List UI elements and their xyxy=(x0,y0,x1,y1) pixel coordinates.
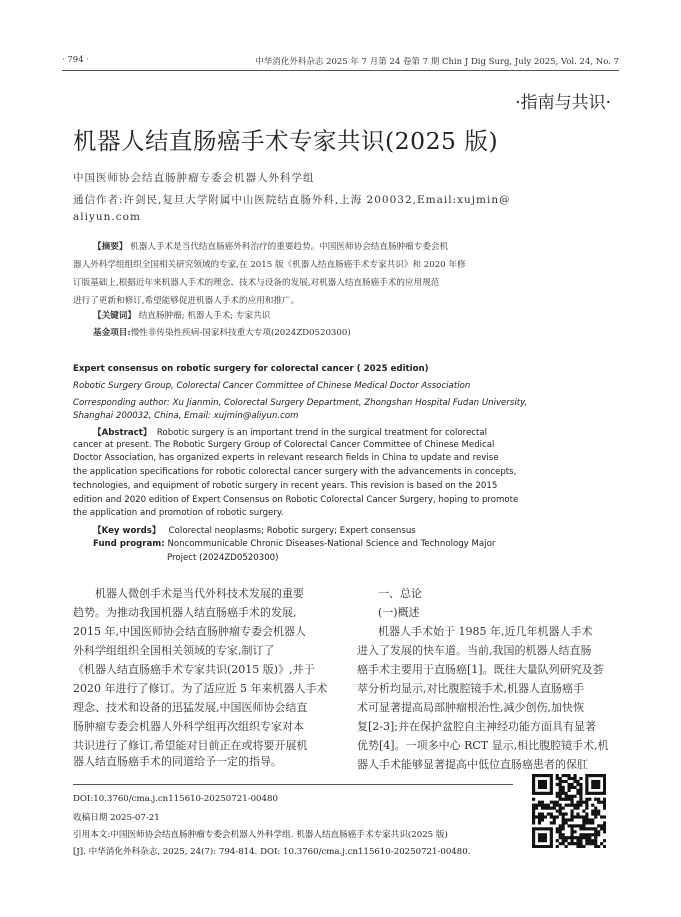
footer-rule xyxy=(73,784,513,785)
body-right-line: 器人手术能够显著提高中低位直肠癌患者的保肛 xyxy=(357,758,588,771)
doi: DOI:10.3760/cma.j.cn115610-20250721-00480 xyxy=(73,794,278,804)
body-left-line: 外科学组组织全国相关领域的专家,制订了 xyxy=(73,644,275,657)
header-rule xyxy=(62,70,619,71)
body-right-line: 复[2-3];并在保护盆腔自主神经功能方面具有显著 xyxy=(357,720,597,733)
body-right-line: 萃分析均显示,对比腹腔镜手术,机器人直肠癌手 xyxy=(357,682,584,695)
author-group-cn: 中国医师协会结直肠肿瘤专委会机器人外科学组 xyxy=(73,172,315,184)
body-left-line: 肠肿瘤专委会机器人外科学组再次组织专家对本 xyxy=(73,720,304,733)
column-label: ·指南与共识· xyxy=(515,93,611,113)
abstract-cn-line: 器人外科学组组织全国相关研究领域的专家,在 2015 版《机器人结直肠癌手术专家共识》和 2020 年修 xyxy=(73,260,466,270)
english-fund-cont: Project (2024ZD0520300) xyxy=(167,553,279,563)
fund-cn-label: 基金项目: xyxy=(93,328,131,338)
abstract-cn-line: 进行了更新和修订,希望能够促进机器人手术的应用和推广。 xyxy=(73,296,300,306)
corresponding-author-cn-cont: aliyun.com xyxy=(73,211,141,223)
body-left-line: 2015 年,中国医师协会结直肠肿瘤专委会机器人 xyxy=(73,625,306,638)
english-corresponding-address: Shanghai 200032, China, Email: xujmin@aliyun.com xyxy=(73,411,299,421)
article-title: 机器人结直肠癌手术专家共识(2025 版) xyxy=(73,127,499,155)
english-abstract-line: edition and 2020 edition of Expert Consensus on Robotic Colorectal Cancer Surgery, hoping to promote xyxy=(73,495,519,505)
english-abstract-line: the application and promotion of robotic surgery. xyxy=(73,508,284,518)
citation: 引用本文:中国医师协会结直肠肿瘤专委会机器人外科学组. 机器人结直肠癌手术专家共识(2025 版) xyxy=(73,830,448,840)
citation-cont: [J]. 中华消化外科杂志, 2025, 24(7): 794-814. DOI: 10.3760/cma.j.cn115610-20250721-00480. xyxy=(73,847,471,857)
section-heading: 一、总论 xyxy=(378,587,422,600)
english-abstract-line: the application specifications for robotic colorectal cancer surgery with the advancements in concepts, xyxy=(73,467,517,477)
abstract-cn-line: 【摘要】 机器人手术是当代结直肠癌外科治疗的重要趋势。中国医师协会结直肠肿瘤专委会机 xyxy=(93,242,449,252)
body-left-line: 共识进行了修订,希望能对目前正在或将要开展机 xyxy=(73,739,308,752)
english-corresponding-author: Corresponding author: Xu Jianmin, Colorectal Surgery Department, Zhongshan Hospital Fudan University, xyxy=(73,398,528,408)
fund-cn: 基金项目:慢性非传染性疾病-国家科技重大专项(2024ZD0520300) xyxy=(93,328,351,338)
body-right-line: 机器人手术始于 1985 年,近几年机器人手术 xyxy=(378,625,593,638)
english-fund: Fund program: Noncommunicable Chronic Diseases-National Science and Technology Major xyxy=(93,539,496,549)
english-abstract-line: 【Abstract】 Robotic surgery is an important trend in the surgical treatment for colorectal xyxy=(93,428,488,438)
body-left-line: 理念、技术和设备的迅猛发展,中国医师协会结直 xyxy=(73,701,308,714)
body-right-line: 癌手术主要用于直肠癌[1]。既往大量队列研究及荟 xyxy=(357,663,604,676)
subsection-heading: (一)概述 xyxy=(378,606,420,619)
body-right-line: 进入了发展的快车道。当前,我国的机器人结直肠 xyxy=(357,644,592,657)
english-abstract-line: technologies, and equipment of robotic surgery in recent years. This revision is based on the 2015 xyxy=(73,481,498,491)
english-title: Expert consensus on robotic surgery for colorectal cancer ( 2025 edition) xyxy=(73,364,429,374)
english-abstract-line: Doctor Association, has organized experts in relevant research fields in China to update and revise xyxy=(73,453,499,463)
page-number: · 794 · xyxy=(62,55,90,65)
body-left-line: 器人结直肠癌手术的同道给予一定的指导。 xyxy=(73,755,282,768)
keywords-cn: 【关键词】 结直肠肿瘤; 机器人手术; 专家共识 xyxy=(93,311,271,321)
english-abstract-label: 【Abstract】 xyxy=(93,428,152,438)
english-keywords: 【Key words】 Colorectal neoplasms; Robotic surgery; Expert consensus xyxy=(93,526,416,536)
english-abstract-line: cancer at present. The Robotic Surgery Group of Colorectal Cancer Committee of Chinese Medical xyxy=(73,440,495,450)
body-left-line: 趋势。为推动我国机器人结直肠癌手术的发展, xyxy=(73,606,297,619)
journal-header: 中华消化外科杂志 2025 年 7 月第 24 卷第 7 期 Chin J Dig Surg, July 2025, Vol. 24, No. 7 xyxy=(255,57,619,67)
body-right-line: 术可显著提高局部肿瘤根治性,减少创伤,加快恢 xyxy=(357,701,584,714)
body-right-line: 优势[4]。一项多中心 RCT 显示,相比腹腔镜手术,机 xyxy=(357,739,609,752)
body-left-line: 2020 年进行了修订。为了适应近 5 年来机器人手术 xyxy=(73,682,328,695)
qr-code-image xyxy=(532,774,606,848)
body-left-line: 机器人微创手术是当代外科技术发展的重要 xyxy=(95,587,304,600)
corresponding-author-cn: 通信作者:许剑民,复旦大学附属中山医院结直肠外科,上海 200032,Email:xujmin@ xyxy=(73,194,511,206)
english-author-group: Robotic Surgery Group, Colorectal Cancer Committee of Chinese Medical Doctor Association xyxy=(73,381,471,391)
english-keywords-label: 【Key words】 xyxy=(93,526,161,536)
abstract-cn-label: 【摘要】 xyxy=(93,242,128,252)
keywords-cn-label: 【关键词】 xyxy=(93,311,136,321)
body-left-line: 《机器人结直肠癌手术专家共识(2015 版)》,并于 xyxy=(73,663,315,676)
english-fund-label: Fund program: xyxy=(93,539,165,549)
received-date: 收稿日期 2025-07-21 xyxy=(73,813,160,823)
abstract-cn-line: 订版基础上,根据近年来机器人手术的理念、技术与设备的发展,对机器人结直肠癌手术的应用规范 xyxy=(73,278,440,288)
